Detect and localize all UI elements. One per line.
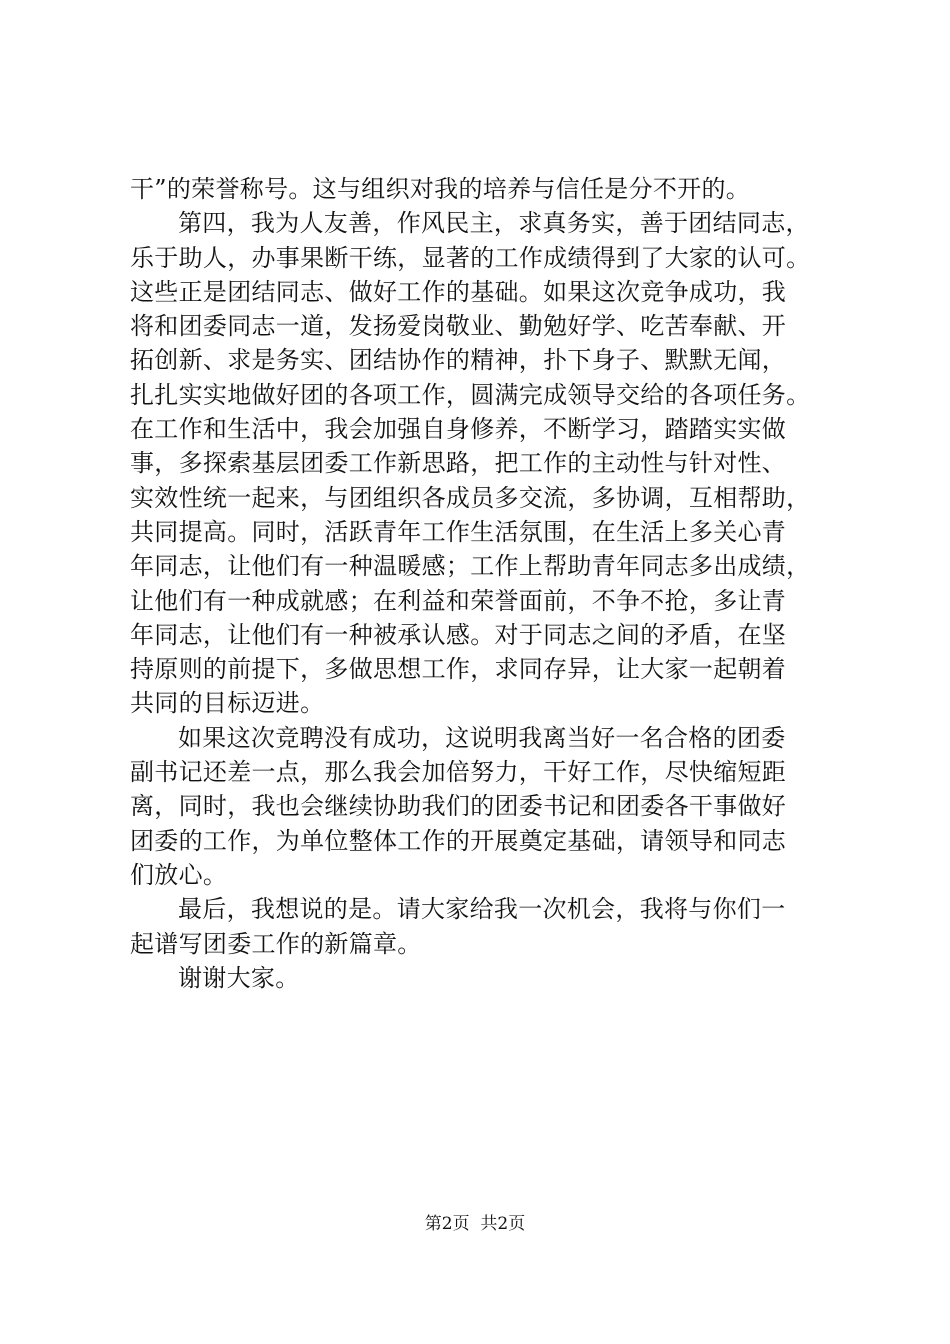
text-line: 事，多探索基层团委工作新思路，把工作的主动性与针对性、: [130, 449, 787, 478]
text-line: 副书记还差一点，那么我会加倍努力，干好工作，尽快缩短距: [130, 758, 787, 787]
text-line: 如果这次竞聘没有成功，这说明我离当好一名合格的团委: [178, 723, 786, 752]
text-line: 乐于助人，办事果断干练，显著的工作成绩得到了大家的认可。: [130, 243, 811, 272]
text-line: 团委的工作，为单位整体工作的开展奠定基础，请领导和同志: [130, 826, 787, 855]
text-line: 第四，我为人友善，作风民主，求真务实，善于团结同志，: [178, 209, 810, 238]
text-line: 谢谢大家。: [178, 963, 300, 992]
text-line: 年同志，让他们有一种被承认感。对于同志之间的矛盾，在坚: [130, 620, 787, 649]
text-line: 扎扎实实地做好团的各项工作，圆满完成领导交给的各项任务。: [130, 380, 811, 409]
text-line: 将和团委同志一道，发扬爱岗敬业、勤勉好学、吃苦奉献、开: [130, 312, 787, 341]
page-number-label: 第2页 共2页: [424, 1214, 526, 1234]
text-line: 们放心。: [130, 860, 228, 889]
text-line: 在工作和生活中，我会加强自身修养，不断学习，踏踏实实做: [130, 415, 787, 444]
page-footer: [0, 1212, 950, 1236]
text-line: 这些正是团结同志、做好工作的基础。如果这次竞争成功，我: [130, 277, 787, 306]
text-line: 拓创新、求是务实、团结协作的精神，扑下身子、默默无闻，: [130, 346, 787, 375]
text-line: 共同提高。同时，活跃青年工作生活氛围，在生活上多关心青: [130, 517, 787, 546]
text-line: 年同志，让他们有一种温暖感；工作上帮助青年同志多出成绩，: [130, 552, 811, 581]
text-line: 离，同时，我也会继续协助我们的团委书记和团委各干事做好: [130, 792, 787, 821]
text-line: 持原则的前提下，多做思想工作，求同存异，让大家一起朝着: [130, 655, 787, 684]
text-line: 起谱写团委工作的新篇章。: [130, 929, 422, 958]
text-line: 干”的荣誉称号。这与组织对我的培养与信任是分不开的。: [130, 175, 751, 203]
text-line: 最后，我想说的是。请大家给我一次机会，我将与你们一: [178, 895, 786, 924]
text-line: 共同的目标迈进。: [130, 689, 325, 718]
body-text: [130, 172, 820, 995]
text-line: 实效性统一起来，与团组织各成员多交流，多协调，互相帮助，: [130, 483, 811, 512]
text-line: 让他们有一种成就感；在利益和荣誉面前，不争不抢，多让青: [130, 586, 787, 615]
